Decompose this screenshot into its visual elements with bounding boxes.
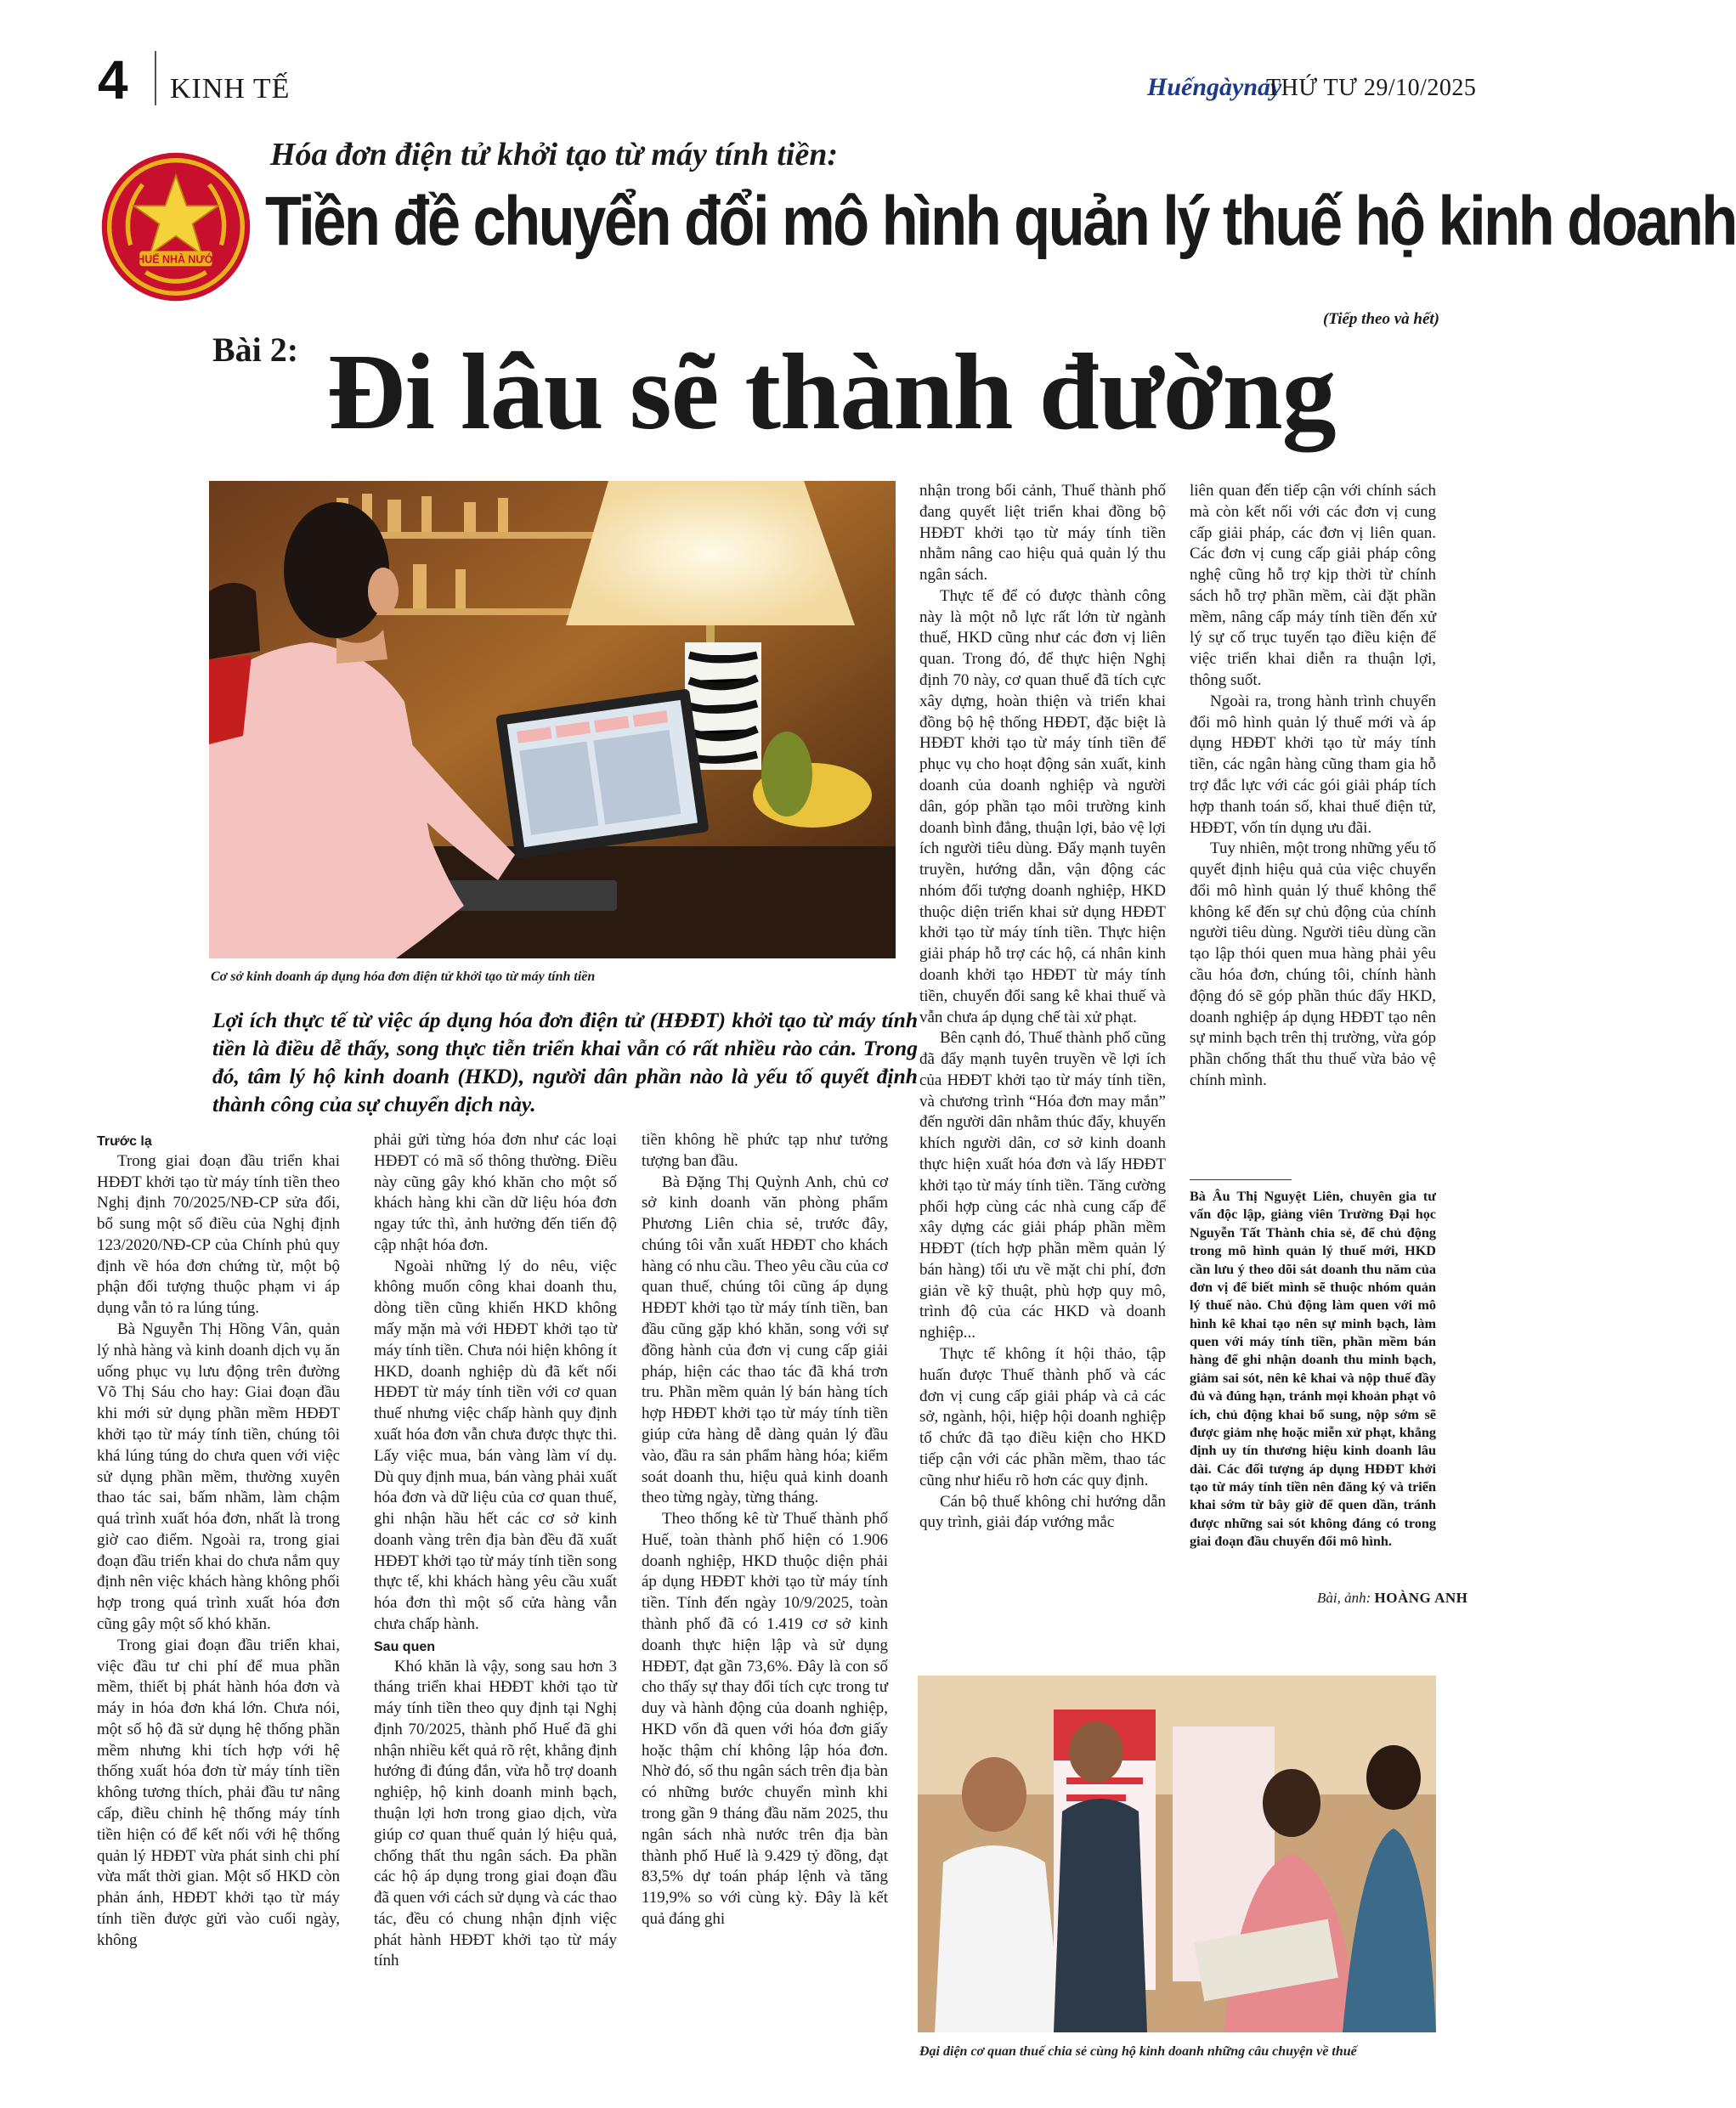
main-headline: Tiền đề chuyển đổi mô hình quản lý thuế hộ kinh doanh bbox=[265, 183, 1736, 260]
article-column-4 bbox=[919, 481, 1166, 1534]
emblem-text: THUẾ NHÀ NƯỚC bbox=[130, 253, 222, 266]
paragraph: Khó khăn là vậy, song sau hơn 3 tháng triển khai HĐĐT khởi tạo từ máy tính tiền theo quy định tại Nghị định 70/2025, thành phố Huế đã ghi nhận nhiều kết quả rõ rệt, khẳng định hướng đi đúng đắn, vừa hỗ trợ doanh nghiệp, hộ kinh doanh minh bạch, thuận lợi hơn trong giao dịch, vừa giúp cơ quan thuế quản lý hiệu quả, chống thất thu ngân sách. Đa phần các hộ áp dụng trong giai đoạn đầu đã quen với cách sử dụng và các thao tác, đều có chung nhận định việc phát hành HĐĐT khởi tạo từ máy tính bbox=[374, 1657, 617, 1970]
paragraph: liên quan đến tiếp cận với chính sách mà còn kết nối với các đơn vị cung cấp giải pháp, các đơn vị liên quan. Các đơn vị cung cấp giải pháp công nghệ cũng hỗ trợ kịp thời từ chính sách hỗ trợ phần mềm, cài đặt phần mềm, nâng cấp máy tính tiền đến xử lý sự cố trục tuyến tạo điều kiện để việc triển khai diễn ra thuận lợi, thông suốt. bbox=[1190, 482, 1436, 690]
tax-office-emblem-icon bbox=[100, 151, 252, 302]
article-lead: Lợi ích thực tế từ việc áp dụng hóa đơn điện tử (HĐĐT) khởi tạo từ máy tính tiền là điều dễ thấy, song thực tiễn triển khai vẫn có rất nhiều rào cản. Trong đó, tâm lý hộ kinh doanh (HKD), người dân phần nào là yếu tố quyết định thành công của sự chuyển dịch này. bbox=[212, 1008, 918, 1117]
expert-quote-box: Bà Âu Thị Nguyệt Liên, chuyên gia tư vấn độc lập, giảng viên Trường Đại học Nguyễn Tất Thành chia sẻ, để chủ động trong mô hình quản lý thuế mới, HKD cần lưu ý theo dõi sát doanh thu năm của đơn vị để biết mình sẽ thuộc nhóm quản lý thuế nào. Chủ động làm quen với mô hình kê khai tạo nên sự minh bạch, làm quen với máy tính tiền, phần mềm bán hàng để ghi nhận doanh thu minh bạch, giảm sai sót, nên kê khai và nộp thuế đầy đủ và đúng hạn, tránh mọi khoản phạt vô ích, chủ động khai bổ sung, nộp sớm sẽ được giảm nhẹ hoặc miễn xử phạt, khẳng định uy tín thương hiệu kinh doanh lâu dài. Các đối tượng áp dụng HĐĐT khởi tạo từ máy tính tiền nên đăng ký và triển khai sớm từ bây giờ để quen dần, tránh được những sai sót không đáng có trong giai đoạn đầu chuyển đổi mô hình. bbox=[1190, 1189, 1436, 1550]
subhead-truoc-la: Trước lạ bbox=[97, 1134, 152, 1149]
main-photo-caption: Cơ sở kinh doanh áp dụng hóa đơn điện tử khởi tạo từ máy tính tiền bbox=[211, 969, 596, 984]
byline-label: Bài, ảnh: bbox=[1317, 1590, 1371, 1606]
byline-author: HOÀNG ANH bbox=[1374, 1590, 1468, 1606]
paragraph: Thực tế để có được thành công này là một nỗ lực rất lớn từ ngành thuế, HKD cũng như các đơn vị liên quan. Trong đó, để thực hiện Nghị định 70 này, cơ quan thuế đã tích cực xây dựng, hoàn thiện và triển khai đồng bộ hệ thống HĐĐT, đặc biệt là HĐĐT khởi tạo từ máy tính tiền để phục vụ cho hoạt động sản xuất, kinh doanh của doanh nghiệp và người dân, góp phần tạo môi trường kinh doanh bình đẳng, thuận lợi, bảo vệ lợi ích người tiêu dùng. Đẩy mạnh tuyên truyền, hướng dẫn, vận động các nhóm đối tượng doanh nghiệp, HKD thuộc diện triển khai sử dụng HĐĐT khởi tạo từ máy tính tiền. Thực hiện giải pháp hỗ trợ các hộ, cá nhân kinh doanh khởi tạo HĐĐT từ máy tính tiền, chuyển đổi sang kê khai thuế và vẫn chưa áp dụng chế tài xử phạt. bbox=[919, 586, 1166, 1026]
paragraph: phải gửi từng hóa đơn như các loại HĐĐT có mã số thông thường. Điều này cũng gây khó khăn cho một số khách hàng khi cần dữ liệu hóa đơn ngay tức thì, ảnh hưởng đến tiến độ cập nhật hóa đơn. bbox=[374, 1131, 617, 1254]
bottom-photo bbox=[918, 1676, 1436, 2032]
subhead-sau-quen: Sau quen bbox=[374, 1639, 436, 1654]
issue-date: THỨ TƯ 29/10/2025 bbox=[1266, 75, 1477, 101]
article-column-3 bbox=[642, 1130, 888, 1930]
bottom-photo-caption: Đại diện cơ quan thuế chia sẻ cùng hộ kinh doanh những câu chuyện về thuế bbox=[919, 2044, 1357, 2059]
part-label: Bài 2: bbox=[212, 331, 299, 369]
masthead-divider bbox=[155, 51, 156, 105]
paragraph: Trong giai đoạn đầu triển khai, việc đầu tư chi phí để mua phần mềm, thiết bị phát hành hóa đơn và máy in hóa đơn khá lớn. Chưa nói, một số hộ đã sử dụng hệ thống phần mềm nhưng khi tích hợp với hệ thống xuất hóa đơn từ máy tính tiền không tương thích, phải đầu tư nâng cấp, điều chỉnh hệ thống máy tính tiền hiện có để kết nối với hệ thống quản lý HĐĐT vừa phát sinh chi phí vừa mất thời gian. Một số HKD còn phản ánh, HĐĐT khởi tạo từ máy tính tiền được gửi vào cuối ngày, không bbox=[97, 1636, 340, 1949]
sidebar-divider bbox=[1190, 1179, 1292, 1180]
main-photo bbox=[209, 481, 896, 958]
newspaper-brand: Huếngàynay bbox=[1147, 73, 1282, 101]
headline-kicker: Hóa đơn điện tử khởi tạo từ máy tính tiền: bbox=[270, 137, 839, 172]
byline bbox=[1317, 1591, 1467, 1605]
paragraph: Ngoài những lý do nêu, việc không muốn công khai doanh thu, dòng tiền cũng khiến HKD không mấy mặn mà với HĐĐT khởi tạo từ máy tính tiền. Chưa nói hiện không ít HKD, doanh nghiệp dù đã kết nối HĐĐT từ máy tính tiền với cơ quan thuế nhưng việc chấp hành quy định xuất hóa đơn vẫn chưa được thực thi. Lấy việc mua, bán vàng làm ví dụ. Dù quy định mua, bán vàng phải xuất hóa đơn và dữ liệu của cơ quan thuế, ghi nhận hầu hết các cơ sở kinh doanh vàng trên địa bàn đều đã xuất HĐĐT khởi tạo từ máy tính tiền song thực tế, khi khách hàng yêu cầu xuất hóa đơn thì một số cửa hàng vẫn chưa chấp hành. bbox=[374, 1257, 618, 1633]
sub-headline: Đi lâu sẽ thành đường bbox=[327, 331, 1336, 452]
paragraph: Theo thống kê từ Thuế thành phố Huế, toàn thành phố hiện có 1.906 doanh nghiệp, HKD thuộc diện phải áp dụng HĐĐT khởi tạo từ máy tính tiền. Tính đến ngày 10/9/2025, toàn thành phố đã có 1.419 cơ sở kinh doanh thực hiện lập và sử dụng HĐĐT, đạt gần 73,6%. Đây là con số cho thấy sự thay đổi tích cực trong tư duy và hành động của doanh nghiệp, HKD vốn đã quen với hóa đơn giấy hoặc thậm chí không lập hóa đơn. Nhờ đó, số thu ngân sách trên địa bàn có những bước chuyển mình khi trong gần 9 tháng đầu năm 2025, thu ngân sách nhà nước trên địa bàn thành phố Huế là 9.429 tỷ đồng, đạt 83,5% dự toán pháp lệnh và tăng 119,9% so với cùng kỳ. Đây là kết quả đáng ghi bbox=[642, 1510, 888, 1928]
paragraph: Ngoài ra, trong hành trình chuyển đổi mô hình quản lý thuế mới và áp dụng HĐĐT khởi tạo từ máy tính tiền, các ngân hàng cũng tham gia hỗ trợ đắc lực với các gói giải pháp tích hợp thanh toán số, khai thuế điện tử, HĐĐT, vốn tín dụng ưu đãi. bbox=[1190, 692, 1436, 837]
article-column-1 bbox=[97, 1130, 340, 1951]
page-number: 4 bbox=[98, 49, 128, 110]
series-note: (Tiếp theo và hết) bbox=[1322, 310, 1439, 328]
article-column-2 bbox=[374, 1130, 617, 1972]
paragraph: nhận trong bối cảnh, Thuế thành phố đang quyết liệt triển khai đồng bộ HĐĐT khởi tạo từ máy tính tiền nhằm nâng cao hiệu quả quản lý thu ngân sách. bbox=[919, 482, 1166, 585]
paragraph: Bà Đặng Thị Quỳnh Anh, chủ cơ sở kinh doanh văn phòng phẩm Phương Liên chia sẻ, trước đây, chúng tôi vẫn xuất HĐĐT cho khách hàng có nhu cầu. Theo yêu cầu của cơ quan thuế, chúng tôi cũng áp dụng HĐĐT khởi tạo từ máy tính tiền, ban đầu cũng gặp khó khăn, song với sự đồng hành của đơn vị cung cấp giải pháp, hiện các thao tác đã khá trơn tru. Phần mềm quản lý bán hàng tích hợp HĐĐT khởi tạo từ máy tính tiền giúp cửa hàng dễ dàng quản lý đầu vào, đầu ra sản phẩm hàng hóa; kiểm soát doanh thu, hiệu quả kinh doanh theo từng ngày, từng tháng. bbox=[642, 1173, 888, 1507]
paragraph: Tuy nhiên, một trong những yếu tố quyết định hiệu quả của việc chuyển đổi mô hình quản lý thuế không thể không kể đến sự chủ động của chính người tiêu dùng. Người tiêu dùng cần tạo lập thói quen mua hàng phải yêu cầu hóa đơn, chúng tôi, chính hành động đó sẽ góp phần thúc đẩy HKD, doanh nghiệp áp dụng HĐĐT tạo nên sự minh bạch trên thị trường, vừa góp phần chống thất thu thuế vừa bảo vệ chính mình. bbox=[1190, 839, 1436, 1089]
masthead bbox=[0, 0, 1531, 136]
paragraph: tiền không hề phức tạp như tưởng tượng ban đầu. bbox=[642, 1131, 888, 1170]
paragraph: Trong giai đoạn đầu triển khai HĐĐT khởi tạo từ máy tính tiền theo Nghị định 70/2025/NĐ-CP sửa đổi, bổ sung một số điều của Nghị định 123/2020/NĐ-CP của Chính phủ quy định về hóa đơn chứng từ, một bộ phận đối tượng thuộc phạm vi áp dụng vẫn tỏ ra lúng túng. bbox=[97, 1151, 340, 1318]
paragraph: Bà Nguyễn Thị Hồng Vân, quản lý nhà hàng và kinh doanh dịch vụ ăn uống phục vụ lưu động trên đường Võ Thị Sáu cho hay: Giai đoạn đầu khi mới sử dụng phần mềm HĐĐT khởi tạo từ máy tính tiền, chúng tôi khá lúng túng do chưa quen với việc sử dụng phần mềm, thường xuyên thao tác sai, bấm nhầm, làm chậm quá trình xuất hóa đơn, nhất là trong giờ cao điểm. Ngoài ra, trong giai đoạn đầu triển khai do chưa nắm quy định nên việc khách hàng không phối hợp trong quá trình xuất hóa đơn cũng gây một số khó khăn. bbox=[97, 1320, 340, 1633]
paragraph: Bên cạnh đó, Thuế thành phố cũng đã đẩy mạnh tuyên truyền về lợi ích của HĐĐT khởi tạo từ máy tính tiền, và chương trình “Hóa đơn may mắn” đến người dân nhằm thúc đẩy, khuyến khích người dân, cơ sở kinh doanh thực hiện xuất hóa đơn và lấy HĐĐT khởi tạo từ máy tính tiền. Tăng cường phối hợp cùng các nhà cung cấp để xây dựng các giải pháp phần mềm HĐĐT (tích hợp phần mềm quản lý bán hàng) tối ưu về mặt chi phí, đơn giản về kỹ thuật, phù hợp quy mô, trình độ của các HKD và doanh nghiệp... bbox=[919, 1029, 1166, 1342]
section-name: KINH TẾ bbox=[170, 73, 291, 105]
paragraph: Thực tế không ít hội thảo, tập huấn được Thuế thành phố và các đơn vị cung cấp giải pháp và cả các sở, ngành, hội, hiệp hội doanh nghiệp tổ chức đã tạo điều kiện cho HKD tiếp cận với các phần mềm, thao tác cũng như hiểu rõ hơn các quy định. bbox=[919, 1345, 1166, 1489]
article-column-5 bbox=[1190, 481, 1436, 1092]
paragraph: Cán bộ thuế không chỉ hướng dẫn quy trình, giải đáp vướng mắc bbox=[919, 1492, 1166, 1532]
